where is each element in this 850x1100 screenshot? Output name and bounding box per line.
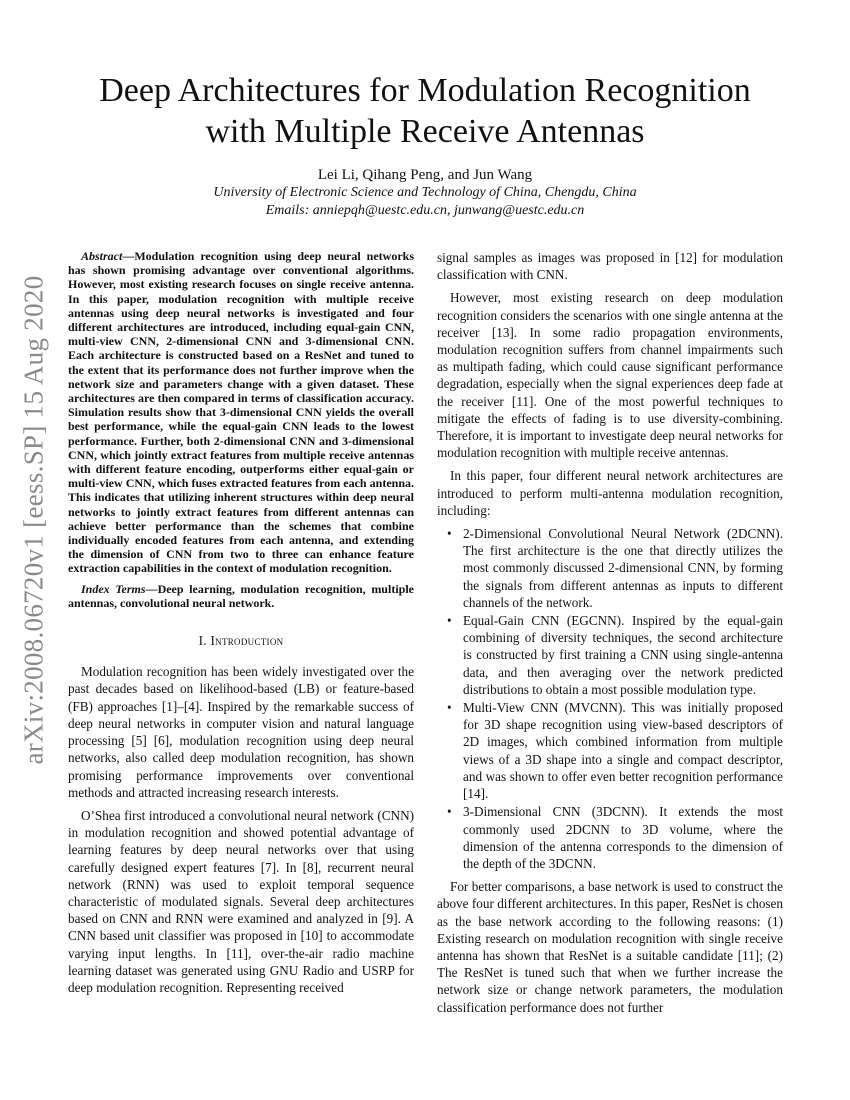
list-item (447, 803, 783, 872)
body-paragraph: However, most existing research on deep modulation recognition considers the scenarios with one single antenna at the receiver [13]. In some radio propagation environments, modulation recognition suffers from channel impairments such as multipath fading, which could cause significant performance degradation, especially when the signal experiences deep fade at the receiver [11]. One of the most powerful techniques to mitigate the effects of fading is to use diversity-combining. Therefore, it is important to investigate deep neural networks for modulation recognition with multiple receive antennas. (437, 290, 783, 461)
architecture-list (437, 525, 783, 872)
paper-title (60, 70, 790, 152)
authors: Lei Li, Qihang Peng, and Jun Wang (317, 167, 533, 183)
left-column (68, 249, 414, 996)
bullet-icon: • (447, 700, 452, 716)
arxiv-identifier: arXiv:2008.06720v1 [eess.SP] 15 Aug 2020 (18, 275, 49, 765)
intro-paragraph: O’Shea first introduced a convolutional neural network (CNN) in modulation recognition and showed potential advantage of learning features by deep neural networks over that using carefully designed expert features [7]. In [8], recurrent neural network (RNN) was used to exploit temporal sequence characteristic of modulated signals. Several deep architectures based on CNN and RNN were examined and analyzed in [9]. A CNN based unit classifier was proposed in [10] to accommodate varying input lengths. In [11], over-the-air radio machine learning dataset was generated using GNU Radio and USRP for deep modulation recognition. Representing received (68, 807, 414, 995)
section-heading-introduction: I. Introduction (198, 633, 284, 649)
index-terms (68, 582, 414, 610)
list-item (447, 525, 783, 611)
list-item (447, 612, 783, 698)
list-item (447, 699, 783, 802)
list-item-text: Equal-Gain CNN (EGCNN). Inspired by the equal-gain combining of diversity techniques, the second architecture is constructed by first training a CNN using single-antenna data, and then averaging over the network predicted distributions to obtain a most possible modulation type. (463, 613, 783, 697)
list-item-text: 3-Dimensional CNN (3DCNN). It extends the most commonly used 2DCNN to 3D volume, where the dimension of the antenna corresponds to the dimension of the depth of the 3DCNN. (463, 804, 783, 871)
emails: Emails: anniepqh@uestc.edu.cn, junwang@uestc.edu.cn (265, 203, 585, 218)
body-paragraph: For better comparisons, a base network is used to construct the above four different architectures. In this paper, ResNet is chosen as the base network according to the following reasons: (1) Existing research on modulation recognition with single receive antenna has shown that ResNet is a suitable candidate [11]; (2) The ResNet is tuned such that when we further increase the network size or change network parameters, the modulation classification performance does not further (437, 879, 783, 1015)
body-paragraph: In this paper, four different neural network architectures are introduced to perform multi-antenna modulation recognition, including: (437, 468, 783, 518)
title-line-2: with Multiple Receive Antennas (205, 113, 645, 150)
bullet-icon: • (447, 526, 452, 542)
right-column (437, 249, 783, 1016)
arxiv-identifier-margin (12, 250, 56, 790)
intro-paragraph: Modulation recognition has been widely investigated over the past decades based on likelihood-based (LB) or feature-based (FB) approaches [1]–[4]. Inspired by the remarkable success of deep neural networks in computer vision and natural language processing [5] [6], modulation recognition using deep neural networks, also called deep modulation recognition, has shown promising performance improvements over conventional methods and attracted increasing research interests. (68, 664, 414, 800)
title-line-1: Deep Architectures for Modulation Recognition (99, 72, 751, 109)
list-item-text: Multi-View CNN (MVCNN). This was initially proposed for 3D shape recognition using view-based descriptors of 2D images, which combined information from multiple views of a 3D shape into a single and compact descriptor, and was shown to offer even better recognition performance [14]. (463, 700, 783, 802)
abstract (68, 249, 414, 576)
bullet-icon: • (447, 613, 452, 629)
affiliation: University of Electronic Science and Technology of China, Chengdu, China (213, 185, 637, 200)
list-item-text: 2-Dimensional Convolutional Neural Network (2DCNN). The first architecture is the one that directly utilizes the most commonly discussed 2-dimensional CNN, by forming the signals from different antennas as inputs to different channels of the network. (463, 526, 783, 610)
index-terms-text: —Deep learning, modulation recognition, multiple antennas, convolutional neural network. (68, 581, 414, 610)
abstract-label: Abstract (81, 249, 123, 263)
body-paragraph: signal samples as images was proposed in [12] for modulation classification with CNN. (437, 250, 783, 283)
abstract-text: —Modulation recognition using deep neural networks has shown promising advantage over conventional algorithms. However, most existing research focuses on single receive antenna. In this paper, modulation recognition with multiple receive antennas using deep neural networks is investigated and four different architectures are introduced, including equal-gain CNN, multi-view CNN, 2-dimensional CNN and 3-dimensional CNN. Each architecture is constructed based on a ResNet and tuned to the extent that its performance does not further improve when the network size and parameters change with a given dataset. These architectures are then compared in terms of classification accuracy. Simulation results show that 3-dimensional CNN yields the overall best performance, while the equal-gain CNN leads to the lowest performance. Further, both 2-dimensional CNN and 3-dimensional CNN, which jointly extract features from multiple receive antennas with different feature encoding, outperforms either equal-gain or multi-view CNN, which fuses extracted features from each antenna. This indicates that utilizing inherent structures within deep neural networks to jointly extract features from different antennas can achieve better performance than the schemes that combine individually encoded features from each antenna, and extending the dimension of CNN from two to three can enhance feature extraction capabilities in the context of modulation recognition. (68, 249, 414, 576)
bullet-icon: • (447, 804, 452, 820)
index-terms-label: Index Terms (81, 581, 146, 596)
